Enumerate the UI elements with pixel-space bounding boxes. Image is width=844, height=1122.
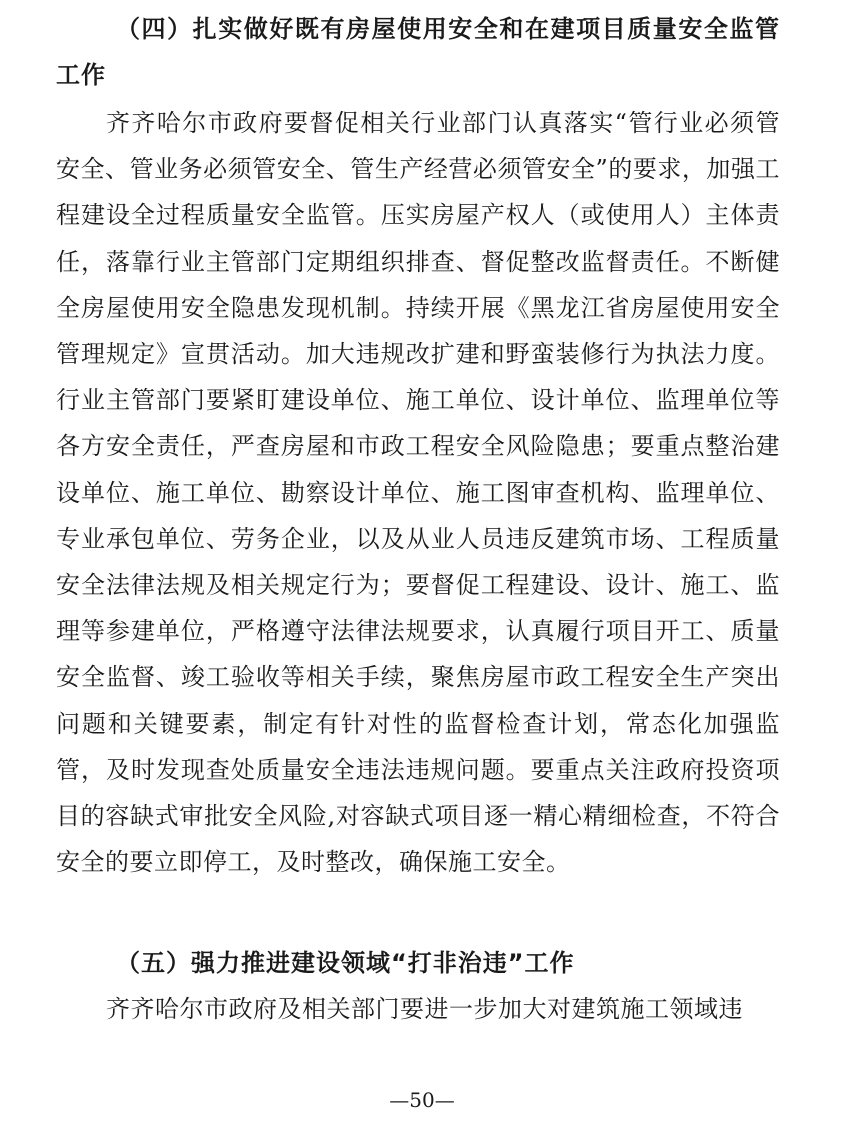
section-heading-4: （四）扎实做好既有房屋使用安全和在建项目质量安全监管工作 [56, 15, 780, 90]
page-number: —50— [389, 1088, 455, 1112]
body-paragraph-2: 齐齐哈尔市政府及相关部门要进一步加大对建筑施工领域违 [106, 995, 743, 1023]
section-heading-5: （五）强力推进建设领域“打非治违”工作 [116, 949, 575, 977]
body-paragraph-1: 齐齐哈尔市政府要督促相关行业部门认真落实“管行业必须管安全、管业务必须管安全、管生产经营必须管安全”的要求，加强工程建设全过程质量安全监管。压实房屋产权人（或使用人）主体责任，落靠行业主管部门定期组织排查、督促整改监督责任。不断健全房屋使用安全隐患发现机制。持续开展《黑龙江省房屋使用安全管理规定》宣贯活动。加大违规改扩建和野蛮装修行为执法力度。行业主管部门要紧盯建设单位、施工单位、设计单位、监理单位等各方安全责任，严查房屋和市政工程安全风险隐患；要重点整治建设单位、施工单位、勘察设计单位、施工图审查机构、监理单位、专业承包单位、劳务企业，以及从业人员违反建筑市场、工程质量安全法律法规及相关规定行为；要督促工程建设、设计、施工、监理等参建单位，严格遵守法律法规要求，认真履行项目开工、质量安全监督、竣工验收等相关手续，聚焦房屋市政工程安全生产突出问题和关键要素，制定有针对性的监督检查计划，常态化加强监管，及时发现查处质量安全违法违规问题。要重点关注政府投资项目的容缺式审批安全风险,对容缺式项目逐一精心精细检查，不符合安全的要立即停工，及时整改，确保施工安全。 [56, 109, 780, 877]
